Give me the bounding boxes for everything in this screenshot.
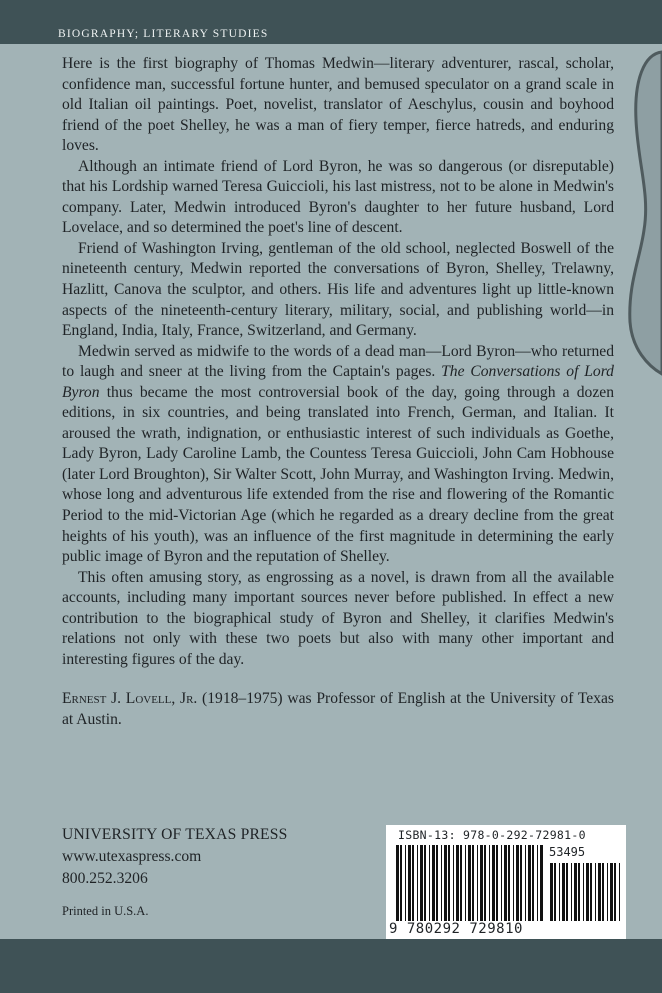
barcode-bar (590, 863, 592, 921)
barcode-bar (586, 863, 589, 921)
barcode-bar (405, 845, 406, 921)
barcode-bar (412, 845, 414, 921)
barcode-bar (456, 845, 459, 921)
barcode-bar (448, 845, 450, 921)
barcode-bar (441, 845, 442, 921)
barcode-bar (429, 845, 430, 921)
barcode-bar (489, 845, 490, 921)
isbn-label: ISBN-13: 978-0-292-72981-0 (398, 828, 586, 842)
barcode-bar (508, 845, 510, 921)
p4-start: Medwin served as midwife to the words of a dead man—Lord Byron—who returned to laugh and sneer at the living from the Captain's pages. (62, 342, 614, 381)
barcode-bar (424, 845, 426, 921)
barcode-bar (468, 845, 471, 921)
blurb-paragraph-1: Here is the first biography of Thomas Medwin—literary adventurer, rascal, scholar, confidence man, successful fortune hunter, and bemused speculator on a grand scale in old Italian oil paintings. Poet, novelist, translator of Aeschylus, cousin and boyhood friend of the poet Shelley, he was a man of fiery temper, fierce hatreds, and enduring loves. (62, 55, 614, 155)
barcode-bar (444, 845, 447, 921)
barcode-bar (400, 845, 402, 921)
blurb-paragraph-4 (62, 342, 614, 568)
category-label: BIOGRAPHY; LITERARY STUDIES (58, 28, 269, 40)
publisher-website: www.utexaspress.com (62, 848, 202, 865)
barcode-bar (432, 845, 435, 921)
blurb-paragraph-5: This often amusing story, as engrossing as a novel, is drawn from all the available accounts, including many important sources never before published. In effect a new contribution to the biographical study of Byron and Shelley, it clarifies Medwin's relations not only with these two poets but also with many other important and interesting figures of the day. (62, 568, 614, 668)
barcode-bar (492, 845, 495, 921)
publisher-block (62, 824, 288, 890)
barcode-bar (540, 845, 543, 921)
barcode-bar (513, 845, 514, 921)
barcode-bar (574, 863, 577, 921)
barcode-bar (496, 845, 498, 921)
barcode-bar (550, 863, 553, 921)
barcode-bar (614, 863, 616, 921)
p4-rest: thus became the most controversial book of the day, going through a dozen editions, in six countries, and being translated into French, German, and Italian. It aroused the wrath, indignation, or enthusiastic interest of such individuals as Goethe, Lady Byron, Lady Caroline Lamb, the Countess Teresa Guiccioli, John Cam Hobhouse (later Lord Broughton), Sir Walter Scott, John Murray, and Washington Irving. Medwin, whose long and adventurous life extended from the rise and flowering of the Romantic Period to the mid-Victorian Age (which he regarded as a dreary decline from the great heights of his youth), was an influence of the first magnitude in determining the early public image of Byron and the reputation of Shelley. (62, 383, 614, 566)
barcode-bar (602, 863, 604, 921)
author-bio: (1918–1975) was Professor of English at the University of Texas at Austin. (62, 690, 614, 728)
barcode-bar (562, 863, 565, 921)
book-title: The Conversations of Lord Byron (62, 363, 614, 401)
barcode-bar (501, 845, 502, 921)
bottom-band (0, 939, 662, 993)
barcode-bar (554, 863, 556, 921)
barcode-bar (566, 863, 568, 921)
author-name: Ernest J. Lovell, Jr. (62, 690, 198, 708)
barcode-bar (436, 845, 438, 921)
publisher-name: UNIVERSITY OF TEXAS PRESS (62, 826, 288, 843)
blurb-paragraph-3: Friend of Washington Irving, gentleman of the old school, neglected Boswell of the nineteenth century, Medwin reported the conversations of Byron, Shelley, Trelawny, Hazlitt, Canova the sculptor, and others. His life and adventures light up little-known aspects of the nineteenth-century literary, military, social, and publishing world—in England, India, Italy, France, Switzerland, and Germany. (62, 239, 614, 340)
barcode-bar (460, 845, 462, 921)
barcode-bar (583, 863, 584, 921)
barcode-bar (465, 845, 466, 921)
barcode-bar (607, 863, 608, 921)
barcode-bar (595, 863, 596, 921)
barcode-bar (396, 845, 399, 921)
barcode-bar (578, 863, 580, 921)
blurb-paragraph-2: Although an intimate friend of Lord Byron, he was so dangerous (or disreputable) that his Lordship warned Teresa Guiccioli, his last mistress, not to be alone in Medwin's company. Later, Medwin introduced Byron's daughter to her future husband, Lord Lovelace, and so determined the poet's line of descent. (62, 157, 614, 237)
barcode-bar (610, 863, 613, 921)
barcode-bar (516, 845, 519, 921)
barcode-bar (453, 845, 454, 921)
ean-digits: 9 780292 729810 (389, 921, 523, 937)
barcode-bar (408, 845, 411, 921)
barcode-bar (480, 845, 483, 921)
barcode-bar (520, 845, 522, 921)
blurb-text (62, 54, 614, 731)
barcode-box (386, 825, 626, 940)
barcode-bar (619, 863, 620, 921)
barcode-bar (528, 845, 531, 921)
barcode-bar (598, 863, 601, 921)
barcode-bar (537, 845, 538, 921)
barcode-bar (420, 845, 423, 921)
barcode-bar (477, 845, 478, 921)
barcode-bar (484, 845, 486, 921)
barcode-bar (571, 863, 572, 921)
price-code: 53495 (549, 845, 586, 859)
printed-in: Printed in U.S.A. (62, 904, 149, 918)
publisher-phone: 800.252.3206 (62, 870, 148, 887)
author-note (62, 689, 614, 730)
barcode-bar (559, 863, 560, 921)
barcode-bar (472, 845, 474, 921)
barcode-bar (417, 845, 418, 921)
barcode-bar (525, 845, 526, 921)
barcode-bar (532, 845, 534, 921)
barcode-bar (504, 845, 507, 921)
